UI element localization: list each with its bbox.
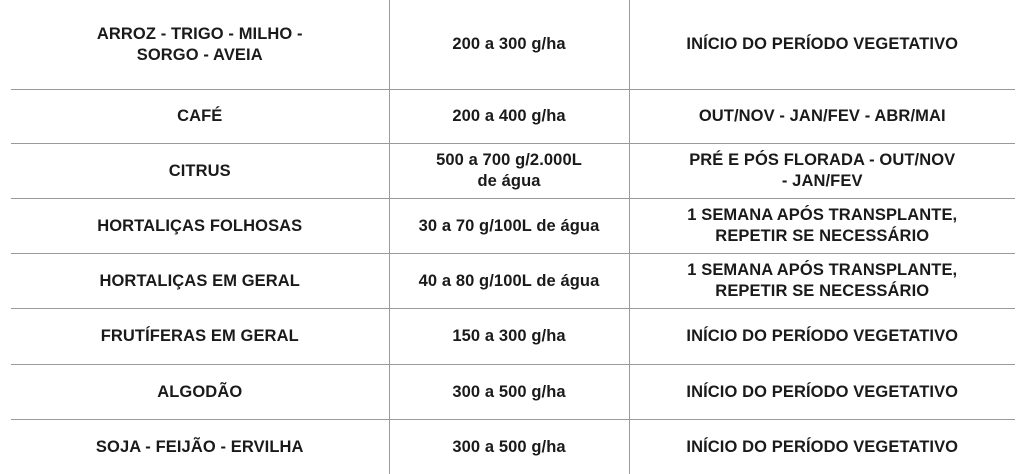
dose-cell [389, 199, 629, 254]
table-row [11, 199, 1015, 254]
crop-cell [11, 0, 389, 90]
dose-cell-line: 200 a 400 g/ha [396, 106, 623, 127]
timing-cell-line: REPETIR SE NECESSÁRIO [636, 281, 1010, 302]
timing-cell-line: INÍCIO DO PERÍODO VEGETATIVO [636, 437, 1010, 458]
table-row [11, 365, 1015, 420]
dose-cell-line: 200 a 300 g/ha [396, 34, 623, 55]
table-row [11, 420, 1015, 474]
dose-cell-line: 30 a 70 g/100L de água [396, 216, 623, 237]
timing-cell [629, 0, 1015, 90]
crop-cell [11, 254, 389, 309]
table-row [11, 0, 1015, 90]
timing-cell [629, 365, 1015, 420]
dose-cell-line: de água [396, 171, 623, 192]
timing-cell-line: - JAN/FEV [636, 171, 1010, 192]
dose-cell-line: 300 a 500 g/ha [396, 382, 623, 403]
dose-cell [389, 144, 629, 199]
timing-cell [629, 420, 1015, 474]
timing-cell [629, 199, 1015, 254]
timing-cell [629, 254, 1015, 309]
dose-cell-line: 300 a 500 g/ha [396, 437, 623, 458]
dose-cell [389, 90, 629, 144]
timing-cell-line: INÍCIO DO PERÍODO VEGETATIVO [636, 34, 1010, 55]
crop-cell [11, 365, 389, 420]
crop-cell [11, 309, 389, 365]
crop-cell-line: SORGO - AVEIA [17, 45, 383, 66]
timing-cell-line: PRÉ E PÓS FLORADA - OUT/NOV [636, 150, 1010, 171]
dose-cell [389, 365, 629, 420]
timing-cell-line: 1 SEMANA APÓS TRANSPLANTE, [636, 205, 1010, 226]
dose-cell [389, 254, 629, 309]
crop-cell-line: FRUTÍFERAS EM GERAL [17, 326, 383, 347]
timing-cell-line: OUT/NOV - JAN/FEV - ABR/MAI [636, 106, 1010, 127]
dosage-table [11, 0, 1015, 474]
table-row [11, 309, 1015, 365]
crop-cell [11, 199, 389, 254]
crop-cell-line: HORTALIÇAS EM GERAL [17, 271, 383, 292]
crop-cell [11, 90, 389, 144]
crop-cell-line: HORTALIÇAS FOLHOSAS [17, 216, 383, 237]
timing-cell-line: INÍCIO DO PERÍODO VEGETATIVO [636, 326, 1010, 347]
table-row [11, 90, 1015, 144]
dose-cell [389, 309, 629, 365]
timing-cell [629, 309, 1015, 365]
crop-cell [11, 144, 389, 199]
crop-cell [11, 420, 389, 474]
crop-cell-line: ALGODÃO [17, 382, 383, 403]
timing-cell-line: REPETIR SE NECESSÁRIO [636, 226, 1010, 247]
timing-cell-line: 1 SEMANA APÓS TRANSPLANTE, [636, 260, 1010, 281]
crop-cell-line: CITRUS [17, 161, 383, 182]
table-row [11, 144, 1015, 199]
table-body [11, 0, 1015, 474]
timing-cell [629, 144, 1015, 199]
dose-cell-line: 500 a 700 g/2.000L [396, 150, 623, 171]
timing-cell-line: INÍCIO DO PERÍODO VEGETATIVO [636, 382, 1010, 403]
dose-cell [389, 420, 629, 474]
crop-cell-line: CAFÉ [17, 106, 383, 127]
dose-cell-line: 150 a 300 g/ha [396, 326, 623, 347]
dose-cell-line: 40 a 80 g/100L de água [396, 271, 623, 292]
timing-cell [629, 90, 1015, 144]
crop-cell-line: SOJA - FEIJÃO - ERVILHA [17, 437, 383, 458]
crop-cell-line: ARROZ - TRIGO - MILHO - [17, 24, 383, 45]
table-row [11, 254, 1015, 309]
dose-cell [389, 0, 629, 90]
